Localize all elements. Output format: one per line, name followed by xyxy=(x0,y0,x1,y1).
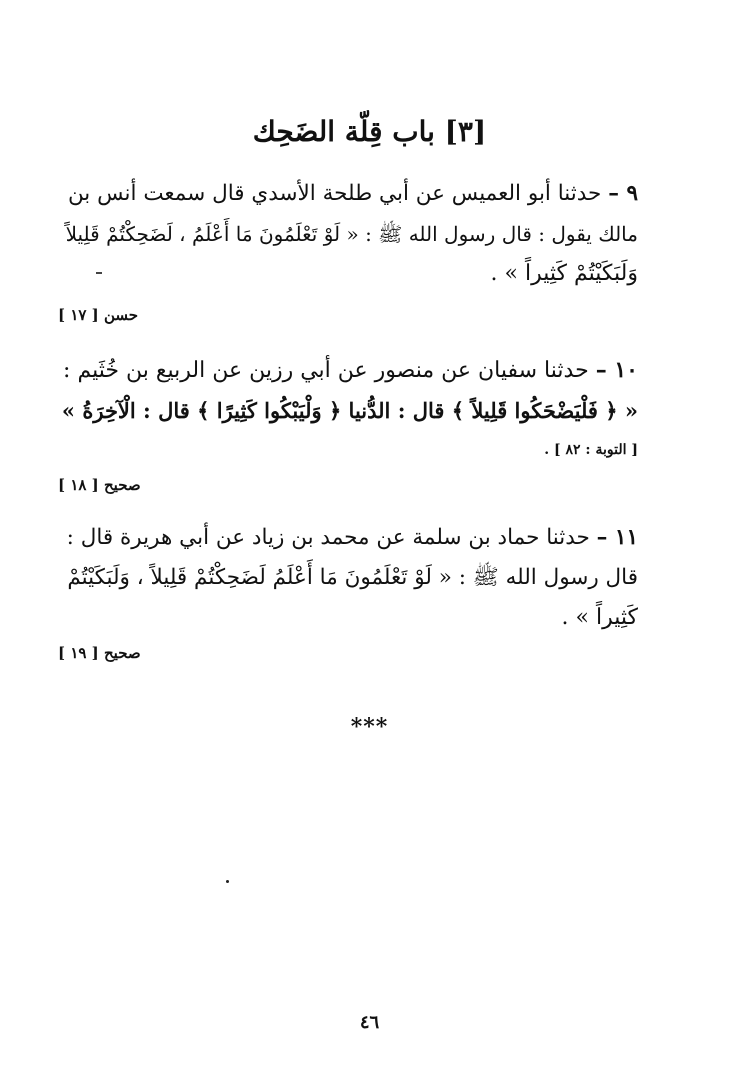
page-number: ٤٦ xyxy=(359,1012,380,1033)
print-speck xyxy=(226,880,229,883)
hadith-grade: صحيح [ ١٨ ] xyxy=(58,476,141,494)
hadith-number: ٩ – xyxy=(608,181,638,206)
hadith-number: ١١ – xyxy=(596,525,638,550)
section-separator: *** xyxy=(350,714,389,740)
hadith-line xyxy=(58,518,638,558)
hadith-9 xyxy=(58,174,638,294)
hadith-number: ١٠ – xyxy=(595,357,638,383)
hadith-line xyxy=(58,174,638,214)
quran-reference: [ التوبة : ٨٢ ] . xyxy=(544,442,638,458)
hadith-text: حدثنا سفيان عن منصور عن أبي رزين عن الربيع بن خُثَيم : xyxy=(63,358,589,383)
hadith-line: قال رسول الله ﷺ : « لَوْ تَعْلَمُونَ مَا أَعْلَمُ لَضَحِكْتُمْ قَلِيلاً ، وَلَبَكَيْتُمْ xyxy=(67,565,638,590)
hadith-line: مالك يقول : قال رسول الله ﷺ : « لَوْ تَعْلَمُونَ مَا أَعْلَمُ ، لَضَحِكْتُمْ قَلِيلاً xyxy=(65,222,638,246)
hadith-11 xyxy=(58,518,638,638)
print-speck xyxy=(96,272,102,274)
hadith-text: حدثنا حماد بن سلمة عن محمد بن زياد عن أبي هريرة قال : xyxy=(66,525,590,550)
hadith-grade: حسن [ ١٧ ] xyxy=(58,306,139,324)
hadith-line: « ﴿ فَلْيَضْحَكُوا قَلِيلاً ﴾ قال : الدُّنيا ﴿ وَلْيَبْكُوا كَثِيرًا ﴾ قال : الْآخِرَةُ » xyxy=(61,398,638,423)
hadith-line: كَثِيراً » . xyxy=(561,605,638,630)
hadith-line xyxy=(58,350,638,391)
hadith-text: حدثنا أبو العميس عن أبي طلحة الأسدي قال سمعت أنس بن xyxy=(67,181,602,206)
hadith-grade: صحيح [ ١٩ ] xyxy=(58,644,141,662)
chapter-title: [٣] باب قِلّة الضَحِك xyxy=(252,115,487,148)
hadith-10 xyxy=(58,350,638,431)
hadith-line: وَلَبَكَيْتُمْ كَثِيراً » . xyxy=(490,261,638,286)
